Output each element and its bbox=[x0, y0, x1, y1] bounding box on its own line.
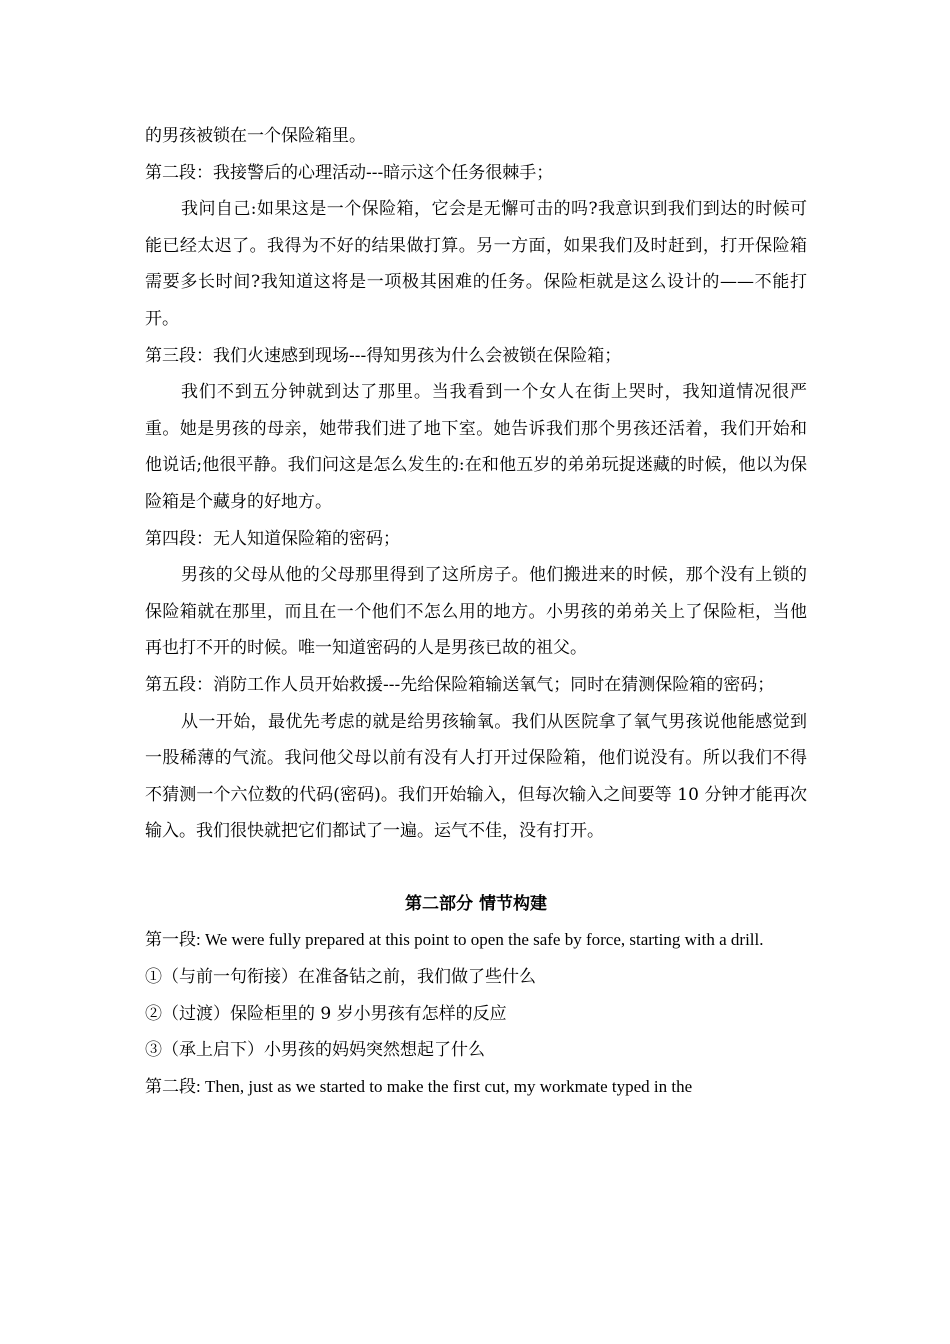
segment-3-text: 我们不到五分钟就到达了那里。当我看到一个女人在街上哭时，我知道情况很严重。她是男孩的母亲，她带我们进了地下室。她告诉我们那个男孩还活着，我们开始和他说话;他很平静。我们问这是怎么发生的:在和他五岁的弟弟玩捉迷藏的时候，他以为保险箱是个藏身的好地方。 bbox=[145, 382, 807, 512]
segment-4-text: 男孩的父母从他的父母那里得到了这所房子。他们搬进来的时候，那个没有上锁的保险箱就在那里，而且在一个他们不怎么用的地方。小男孩的弟弟关上了保险柜，当他再也打不开的时候。唯一知道密码的人是男孩已故的祖父。 bbox=[145, 565, 807, 659]
part-2-segment-1-heading: 第一段: We were fully prepared at this point to open the safe by force, starting with a drill. bbox=[145, 930, 764, 950]
segment-3-heading: 第三段：我们火速感到现场---得知男孩为什么会被锁在保险箱； bbox=[145, 345, 622, 366]
continuation-line: 的男孩被锁在一个保险箱里。 bbox=[145, 126, 366, 146]
list-item-3: ③（承上启下）小男孩的妈妈突然想起了什么 bbox=[145, 1040, 485, 1061]
document-page bbox=[145, 118, 807, 1105]
part-2-segment-2-heading: 第二段: Then, just as we started to make the first cut, my workmate typed in the bbox=[145, 1076, 693, 1096]
list-item-1: ①（与前一句衔接）在准备钻之前，我们做了些什么 bbox=[145, 967, 536, 988]
segment-2-heading: 第二段：我接警后的心理活动---暗示这个任务很棘手； bbox=[145, 162, 554, 183]
list-item-2: ②（过渡）保险柜里的 9 岁小男孩有怎样的反应 bbox=[145, 1003, 507, 1024]
segment-5-heading: 第五段：消防工作人员开始救援---先给保险箱输送氧气；同时在猜测保险箱的密码； bbox=[145, 674, 775, 695]
segment-5-text: 从一开始，最优先考虑的就是给男孩输氧。我们从医院拿了氧气男孩说他能感觉到一股稀薄的气流。我问他父母以前有没有人打开过保险箱，他们说没有。所以我们不得不猜测一个六位数的代码(密码)。我们开始输入，但每次输入之间要等 10 分钟才能再次输入。我们很快就把它们都试了一遍。运气不佳，没有打开。 bbox=[145, 711, 807, 842]
part-2-title: 第二部分 情节构建 bbox=[405, 893, 547, 914]
segment-2-text: 我问自己:如果这是一个保险箱，它会是无懈可击的吗?我意识到我们到达的时候可能已经太迟了。我得为不好的结果做打算。另一方面，如果我们及时赶到，打开保险箱需要多长时间?我知道这将是一项极其困难的任务。保险柜就是这么设计的——不能打开。 bbox=[145, 199, 807, 329]
segment-4-heading: 第四段：无人知道保险箱的密码； bbox=[145, 528, 400, 549]
